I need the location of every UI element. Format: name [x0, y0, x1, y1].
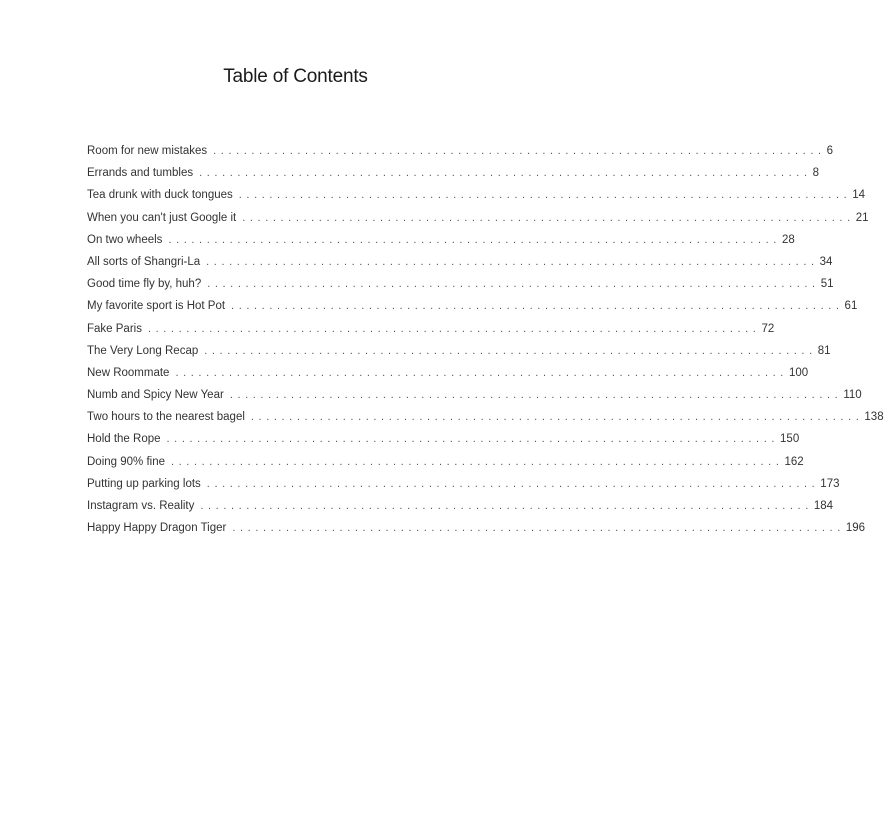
toc-entry-title: Instagram vs. Reality: [87, 500, 195, 512]
dot-leader: ................................................................................: [206, 255, 819, 268]
toc-entry: [87, 411, 884, 433]
toc-entry-title: Doing 90% fine: [87, 455, 165, 468]
toc-page-number: 150: [780, 433, 800, 446]
dot-leader: ................................................................................: [147, 322, 761, 335]
toc-entry-title: Two hours to the nearest bagel: [87, 411, 245, 424]
dot-leader: ................................................................................: [200, 500, 813, 512]
toc-list: [87, 145, 884, 544]
toc-page-number: 173: [820, 477, 840, 490]
toc-entry: [87, 255, 833, 278]
toc-page-number: 138: [864, 411, 884, 424]
toc-entry-title: When you can't just Google it: [87, 211, 237, 224]
dot-leader: ................................................................................: [206, 477, 820, 490]
toc-entry-title: Tea drunk with duck tongues: [87, 189, 233, 202]
toc-entry: [87, 233, 795, 256]
toc-page-number: 6: [826, 145, 834, 157]
dot-leader: ................................................................................: [232, 522, 845, 535]
dot-leader: ................................................................................: [231, 300, 844, 313]
toc-entry-title: Fake Paris: [87, 322, 142, 335]
dot-leader: ................................................................................: [204, 344, 817, 357]
dot-leader: ................................................................................: [250, 411, 864, 424]
toc-page-number: 100: [788, 366, 809, 379]
toc-page-number: 162: [784, 455, 804, 468]
toc-entry-title: Putting up parking lots: [87, 477, 201, 490]
page-title: Table of Contents: [223, 66, 368, 87]
toc-entry: [87, 344, 831, 367]
dot-leader: ................................................................................: [175, 366, 788, 379]
toc-entry-title: Happy Happy Dragon Tiger: [87, 522, 227, 535]
toc-entry-title: All sorts of Shangri-La: [87, 255, 201, 268]
toc-entry: [87, 322, 775, 345]
dot-leader: ................................................................................: [242, 211, 855, 224]
toc-entry: [87, 300, 858, 322]
dot-leader: ................................................................................: [199, 167, 812, 180]
toc-page-number: 14: [852, 189, 866, 202]
dot-leader: ................................................................................: [171, 455, 784, 468]
dot-leader: ................................................................................: [168, 233, 781, 246]
dot-leader: ................................................................................: [229, 389, 843, 402]
toc-entry-title: New Roommate: [87, 366, 170, 379]
toc-page-number: 196: [845, 522, 866, 535]
toc-entry: [87, 433, 800, 455]
toc-entry: [87, 477, 840, 500]
toc-entry: [87, 455, 804, 478]
toc-page-number: 110: [843, 389, 862, 402]
toc-entry-title: Room for new mistakes: [87, 145, 208, 157]
toc-entry-title: On two wheels: [87, 233, 163, 246]
toc-page-number: 72: [761, 322, 775, 335]
toc-entry: [87, 500, 834, 522]
toc-entry: [87, 145, 834, 167]
toc-entry: [87, 167, 820, 189]
toc-entry: [87, 278, 834, 300]
toc-entry: [87, 366, 809, 389]
dot-leader: ................................................................................: [166, 433, 780, 446]
toc-page-number: 51: [820, 278, 834, 291]
toc-entry: [87, 522, 866, 544]
dot-leader: ................................................................................: [213, 145, 826, 157]
toc-page-number: 34: [819, 255, 833, 268]
toc-entry-title: Hold the Rope: [87, 433, 161, 446]
toc-entry-title: Numb and Spicy New Year: [87, 389, 224, 402]
dot-leader: ................................................................................: [207, 278, 820, 291]
toc-page-number: 8: [812, 167, 820, 180]
toc-entry-title: Good time fly by, huh?: [87, 278, 202, 291]
dot-leader: ................................................................................: [238, 189, 852, 202]
toc-entry-title: Errands and tumbles: [87, 167, 194, 180]
toc-page-number: 81: [817, 344, 831, 357]
toc-page-number: 184: [813, 500, 834, 512]
toc-entry-title: My favorite sport is Hot Pot: [87, 300, 226, 313]
toc-page-number: 28: [781, 233, 795, 246]
toc-entry-title: The Very Long Recap: [87, 344, 199, 357]
toc-entry: [87, 211, 869, 234]
toc-page-number: 61: [844, 300, 858, 313]
toc-page-number: 21: [855, 211, 869, 224]
toc-entry: [87, 389, 862, 411]
toc-entry: [87, 189, 866, 211]
